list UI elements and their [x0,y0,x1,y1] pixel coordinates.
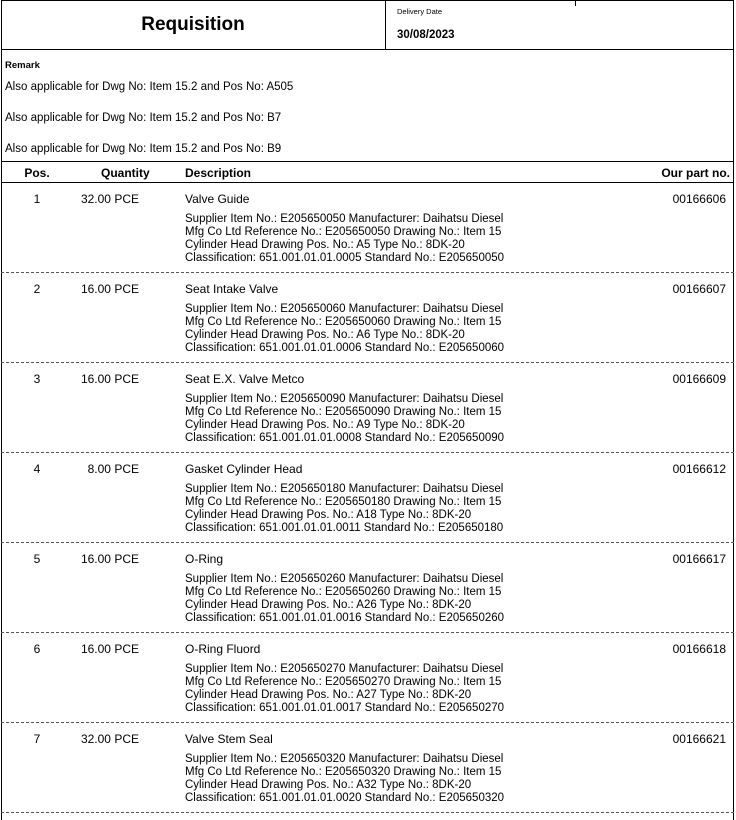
item-description: Seat Intake Valve [185,282,279,296]
item-detail-line: Cylinder Head Drawing Pos. No.: A32 Type No.: 8DK-20 [185,779,472,791]
item-pos: 2 [33,282,41,296]
item-details [185,213,585,265]
item-details [185,303,585,355]
item-detail-line: Cylinder Head Drawing Pos. No.: A18 Type No.: 8DK-20 [185,509,472,521]
item-pos: 5 [33,552,41,566]
item-part-no: 00166617 [672,552,726,566]
item-pos: 7 [33,732,41,746]
item-detail-line: Cylinder Head Drawing Pos. No.: A26 Type No.: 8DK-20 [185,599,472,611]
table-row [1,363,734,453]
item-part-no: 00166607 [672,282,726,296]
delivery-date-label: Delivery Date [397,7,443,16]
item-quantity: 32.00 PCE [80,192,139,206]
item-description: Valve Stem Seal [185,732,273,746]
item-quantity: 16.00 PCE [80,372,139,386]
item-detail-line: Mfg Co Ltd Reference No.: E205650060 Drawing No.: Item 15 [185,316,502,328]
item-description: Seat E.X. Valve Metco [185,372,305,386]
item-part-no: 00166621 [672,732,726,746]
column-header-pos: Pos. [24,166,50,180]
item-detail-line: Supplier Item No.: E205650090 Manufacturer: Daihatsu Diesel [185,393,504,405]
table-row [1,723,734,813]
item-detail-line: Classification: 651.001.01.01.0005 Standard No.: E205650050 [185,252,505,264]
item-details [185,663,585,715]
item-part-no: 00166609 [672,372,726,386]
remark-label: Remark [5,60,40,71]
item-details [185,753,585,805]
item-pos: 4 [33,462,41,476]
column-header-part-no: Our part no. [661,166,730,180]
item-pos: 6 [33,642,41,656]
item-details [185,483,585,535]
item-part-no: 00166606 [672,192,726,206]
item-detail-line: Mfg Co Ltd Reference No.: E205650090 Drawing No.: Item 15 [185,406,502,418]
table-row [1,183,734,273]
remark-line: Also applicable for Dwg No: Item 15.2 and Pos No: B7 [5,112,282,124]
column-header-description: Description [185,166,252,180]
item-detail-line: Classification: 651.001.01.01.0011 Standard No.: E205650180 [185,522,504,534]
item-detail-line: Supplier Item No.: E205650060 Manufacturer: Daihatsu Diesel [185,303,504,315]
item-quantity: 32.00 PCE [80,732,139,746]
remark-line: Also applicable for Dwg No: Item 15.2 and Pos No: B9 [5,143,282,155]
item-description: Gasket Cylinder Head [185,462,303,476]
item-detail-line: Cylinder Head Drawing Pos. No.: A6 Type No.: 8DK-20 [185,329,465,341]
table-row [1,543,734,633]
item-detail-line: Classification: 651.001.01.01.0016 Standard No.: E205650260 [185,612,505,624]
delivery-date-value: 30/08/2023 [397,29,455,41]
item-description: O-Ring Fluord [185,642,261,656]
item-detail-line: Mfg Co Ltd Reference No.: E205650180 Drawing No.: Item 15 [185,496,502,508]
item-detail-line: Cylinder Head Drawing Pos. No.: A9 Type No.: 8DK-20 [185,419,465,431]
document-title: Requisition [1,0,386,50]
column-header-quantity: Quantity [101,166,150,180]
item-details [185,393,585,445]
item-quantity: 16.00 PCE [80,642,139,656]
item-detail-line: Classification: 651.001.01.01.0006 Standard No.: E205650060 [185,342,505,354]
item-detail-line: Supplier Item No.: E205650260 Manufacturer: Daihatsu Diesel [185,573,504,585]
item-quantity: 16.00 PCE [80,552,139,566]
item-detail-line: Supplier Item No.: E205650270 Manufacturer: Daihatsu Diesel [185,663,504,675]
item-detail-line: Mfg Co Ltd Reference No.: E205650270 Drawing No.: Item 15 [185,676,502,688]
item-detail-line: Classification: 651.001.01.01.0017 Standard No.: E205650270 [185,702,505,714]
item-part-no: 00166618 [672,642,726,656]
item-detail-line: Mfg Co Ltd Reference No.: E205650050 Drawing No.: Item 15 [185,226,502,238]
item-description: Valve Guide [185,192,250,206]
item-detail-line: Cylinder Head Drawing Pos. No.: A5 Type No.: 8DK-20 [185,239,465,251]
item-detail-line: Cylinder Head Drawing Pos. No.: A27 Type No.: 8DK-20 [185,689,472,701]
item-quantity: 16.00 PCE [80,282,139,296]
item-detail-line: Mfg Co Ltd Reference No.: E205650260 Drawing No.: Item 15 [185,586,502,598]
item-details [185,573,585,625]
item-part-no: 00166612 [672,462,726,476]
item-detail-line: Mfg Co Ltd Reference No.: E205650320 Drawing No.: Item 15 [185,766,502,778]
item-pos: 1 [33,192,41,206]
requisition-header [1,0,734,50]
item-quantity: 8.00 PCE [87,462,139,476]
table-row [1,453,734,543]
table-header [1,161,734,183]
item-detail-line: Classification: 651.001.01.01.0008 Standard No.: E205650090 [185,432,505,444]
item-detail-line: Supplier Item No.: E205650050 Manufacturer: Daihatsu Diesel [185,213,504,225]
item-pos: 3 [33,372,41,386]
item-detail-line: Classification: 651.001.01.01.0020 Standard No.: E205650320 [185,792,505,804]
table-row [1,273,734,363]
item-detail-line: Supplier Item No.: E205650320 Manufacturer: Daihatsu Diesel [185,753,504,765]
item-description: O-Ring [185,552,224,566]
item-detail-line: Supplier Item No.: E205650180 Manufacturer: Daihatsu Diesel [185,483,504,495]
header-top-tick [575,0,576,6]
table-row [1,633,734,723]
remark-line: Also applicable for Dwg No: Item 15.2 and Pos No: A505 [5,81,294,93]
